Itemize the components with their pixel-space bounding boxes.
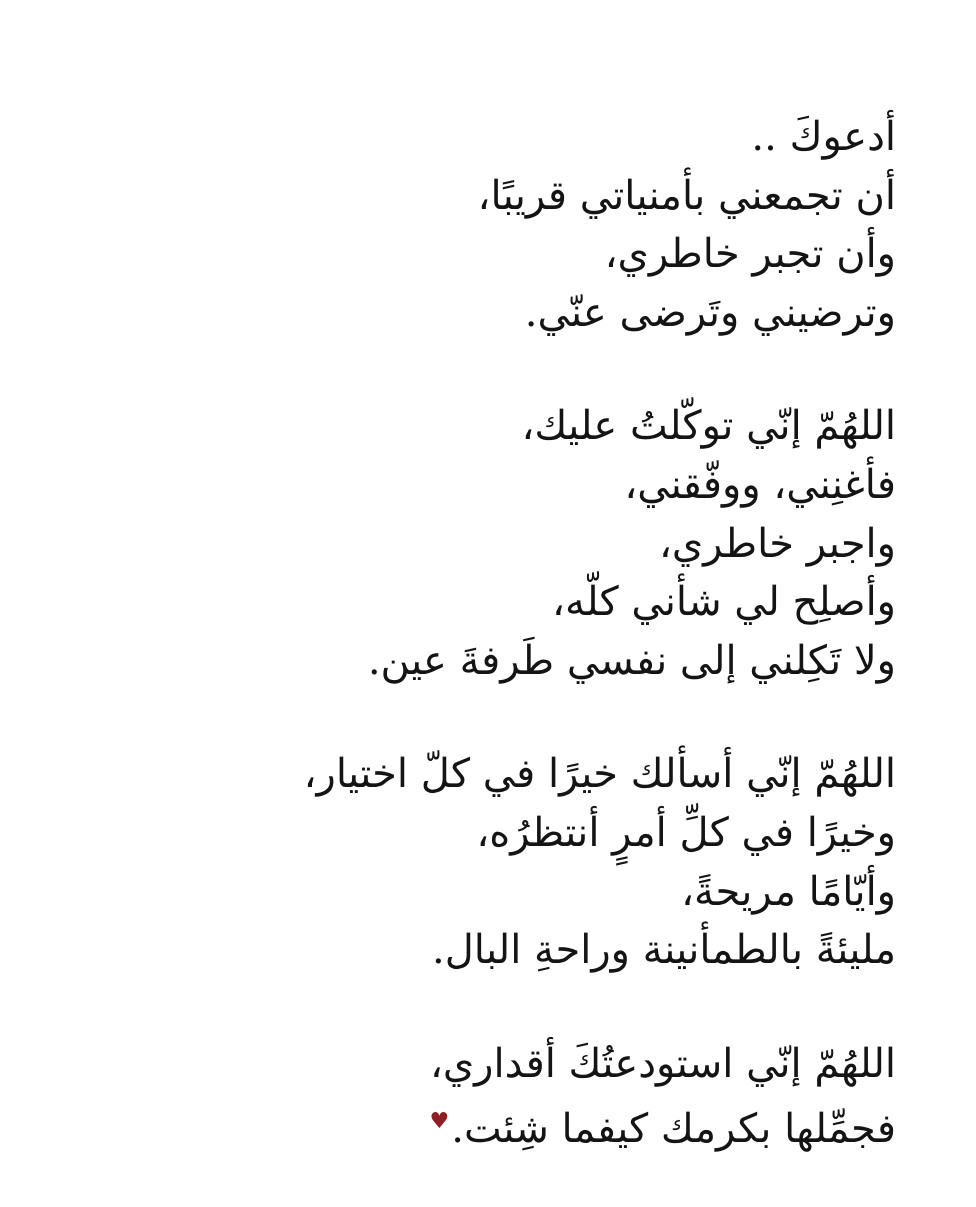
heart-icon: ♥ [429,1109,450,1135]
poem-line: فأغنِني، ووفّقني، [624,461,896,508]
stanza-2 [76,397,896,690]
prayer-poem [76,108,896,1207]
poem-line: اللهُمّ إنّي أسألك خيرًا في كلّ اختيار، [303,751,896,798]
poem-line: وأصلِح لي شأني كلّه، [552,579,896,626]
stanza-3 [76,745,896,979]
poem-line: اللهُمّ إنّي توكّلتُ عليك، [521,403,896,450]
poem-line: اللهُمّ إنّي استودعتُكَ أقداري، [429,1040,896,1087]
poem-line: أدعوكَ .. [751,114,896,160]
poem-line-last [76,1093,896,1152]
poem-line: ولا تَكِلني إلى نفسي طَرفةَ عين. [367,637,896,684]
poem-line: واجبر خاطري، [658,520,896,567]
poem-line: وأن تجبر خاطري، [604,231,896,278]
stanza-4 [76,1035,896,1152]
poem-line: وترضيني وتَرضى عنّي. [524,289,896,336]
poem-line: وخيرًا في كلِّ أمرٍ أنتظرُه، [476,809,896,856]
poem-line: أن تجمعني بأمنياتي قريبًا، [477,172,896,219]
poem-line: وأيّامًا مريحةً، [681,868,896,915]
poem-line: مليئةً بالطمأنينة وراحةِ البال. [431,927,896,974]
poem-line-text: فجمِّلها بكرمك كيفما شِئت. [451,1106,896,1153]
stanza-1 [76,108,896,342]
